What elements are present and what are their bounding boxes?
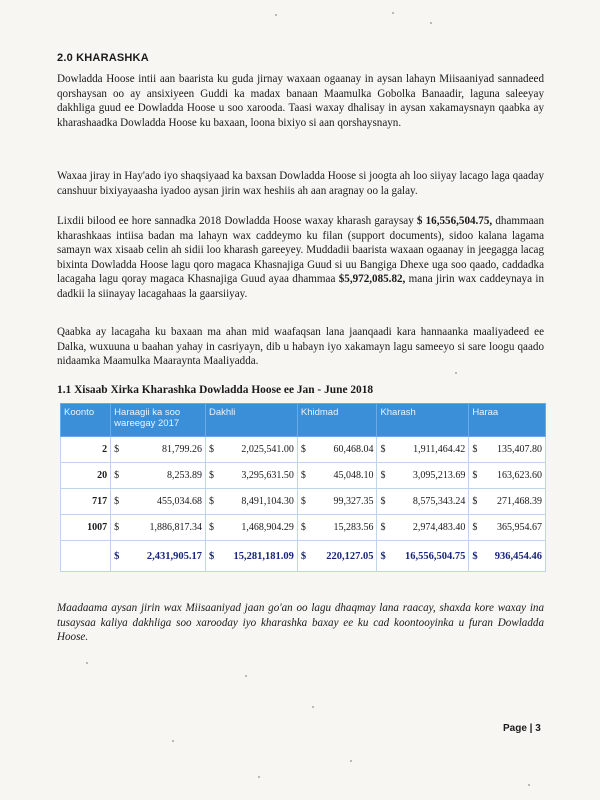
cell-value: 8,491,104.30 bbox=[241, 496, 294, 507]
scan-speck bbox=[392, 12, 394, 14]
currency-symbol: $ bbox=[114, 550, 120, 562]
table-row bbox=[61, 489, 546, 515]
currency-symbol: $ bbox=[380, 550, 386, 562]
table-note: Maadaama aysan jirin wax Miisaaniyad jaan go'an oo lagu dhaqmay lana raacay, shaxda kore waxay ina tusaysaa kaliya dakhliga soo xarooday iyo kharashka baxay ee ku cad koontooyinka u furan Dowladda Hoose. bbox=[57, 602, 544, 644]
total-value: 936,454.46 bbox=[494, 550, 542, 562]
currency-symbol: $ bbox=[472, 444, 478, 455]
cell-dakhli bbox=[206, 515, 298, 541]
cell-haraa bbox=[469, 489, 546, 515]
header-khidmad: Khidmad bbox=[297, 404, 377, 437]
currency-symbol: $ bbox=[300, 522, 306, 533]
currency-symbol: $ bbox=[209, 444, 214, 455]
cell-value: 8,253.89 bbox=[167, 470, 202, 481]
cell-khidmad bbox=[297, 463, 377, 489]
cell-haraa bbox=[469, 463, 546, 489]
cell-kharash bbox=[377, 437, 469, 463]
scan-speck bbox=[258, 776, 260, 778]
currency-symbol: $ bbox=[380, 496, 386, 507]
currency-symbol: $ bbox=[300, 444, 306, 455]
table-header-row bbox=[61, 404, 546, 437]
header-dakhli: Dakhli bbox=[206, 404, 298, 437]
total-value: 16,556,504.75 bbox=[404, 550, 466, 562]
cell-khidmad bbox=[297, 515, 377, 541]
cell-value: 3,295,631.50 bbox=[241, 470, 294, 481]
cell-value: 135,407.80 bbox=[497, 444, 542, 455]
header-haraagii: Haraagii ka soo wareegay 2017 bbox=[111, 404, 206, 437]
currency-symbol: $ bbox=[472, 522, 478, 533]
currency-symbol: $ bbox=[300, 550, 307, 562]
currency-symbol: $ bbox=[209, 470, 214, 481]
cell-kharash bbox=[377, 463, 469, 489]
cell-kharash bbox=[377, 489, 469, 515]
cell-koonto: 2 bbox=[61, 437, 111, 463]
currency-symbol: $ bbox=[209, 550, 215, 562]
cell-dakhli bbox=[206, 437, 298, 463]
cell-dakhli bbox=[206, 489, 298, 515]
scan-speck bbox=[275, 14, 277, 16]
total-dakhli bbox=[206, 541, 298, 572]
section-heading: 2.0 KHARASHKA bbox=[57, 52, 149, 64]
header-koonto: Koonto bbox=[61, 404, 111, 437]
paragraph-reform: Qaabka ay lacagaha ku baxaan ma ahan mid waafaqsan lana jaanqaadi kara hannaanka maaliyadeed ee Dalka, wuxuuna u baahan yahay in casriyayn, dib u habayn iyo xakamayn lagu sameeyo si sare loogu qaado nidaamka Maamulka Maaraynta Maaliyadda. bbox=[57, 326, 544, 368]
currency-symbol: $ bbox=[209, 522, 214, 533]
currency-symbol: $ bbox=[300, 470, 306, 481]
scan-speck bbox=[172, 740, 174, 742]
cell-value: 1,911,464.42 bbox=[413, 444, 466, 455]
cell-dakhli bbox=[206, 463, 298, 489]
paragraph-payments: Waxaa jiray in Hay'ado iyo shaqsiyaad ka baxsan Dowladda Hoose si joogta ah loo siiyay lacago laga qaaday canshuur bixiyayaasha iyadoo aysan jirin wax heshiis ah aan aragnay oo la galay. bbox=[57, 170, 544, 197]
expenditure-amount: $ 16,556,504.75, bbox=[416, 215, 493, 227]
cell-haraagii bbox=[111, 437, 206, 463]
currency-symbol: $ bbox=[114, 496, 120, 507]
total-value: 220,127.05 bbox=[326, 550, 374, 562]
cell-koonto: 20 bbox=[61, 463, 111, 489]
cell-khidmad bbox=[297, 437, 377, 463]
header-kharash: Kharash bbox=[377, 404, 469, 437]
cell-value: 8,575,343.24 bbox=[412, 496, 466, 507]
currency-symbol: $ bbox=[472, 496, 478, 507]
cell-kharash bbox=[377, 515, 469, 541]
cell-value: 365,954.67 bbox=[497, 522, 542, 533]
total-khidmad bbox=[297, 541, 377, 572]
scan-speck bbox=[455, 372, 457, 374]
cell-value: 3,095,213.69 bbox=[412, 470, 466, 481]
cell-value: 2,974,483.40 bbox=[412, 522, 466, 533]
scan-speck bbox=[350, 760, 352, 762]
currency-symbol: $ bbox=[300, 496, 306, 507]
scan-speck bbox=[312, 706, 314, 708]
currency-symbol: $ bbox=[472, 470, 478, 481]
scan-speck bbox=[245, 675, 247, 677]
cell-value: 163,623.60 bbox=[497, 470, 542, 481]
scan-speck bbox=[528, 784, 530, 786]
total-value: 2,431,905.17 bbox=[146, 550, 202, 562]
table-title: 1.1 Xisaab Xirka Kharashka Dowladda Hoose ee Jan - June 2018 bbox=[57, 384, 374, 396]
header-haraa: Haraa bbox=[469, 404, 546, 437]
table-total-row bbox=[61, 541, 546, 572]
page-number: Page | 3 bbox=[503, 723, 541, 734]
cell-value: 81,799.26 bbox=[162, 444, 202, 455]
total-kharash bbox=[377, 541, 469, 572]
total-haraa bbox=[469, 541, 546, 572]
cell-haraa bbox=[469, 437, 546, 463]
paragraph-expenditure: Lixdii bilood ee hore sannadka 2018 Dowladda Hoose waxay kharash garaysay $ 16,556,504.75, dhammaan kharashkaas intiisa badan ma lahayn wax caddeymo ku filan (support documents), sidoo kalana lagama samayn wax xisaab celin ah sidii loo kharash gareeyey. Muddadii baarista waxaan ogaanay in jeegagga lacag bixinta Dowladda Hoose lagu qoro magaca Khasnajiga Guud si uu Bangiga Dhexe uga soo qaado, caddadka lacagaha lagu qoray magaca Khasnajiga Guud ayaa dhammaa $5,972,085.82, mana jirin wax caddeynaya in dadkii la siinayay lacagahaas la gaarsiiyay. bbox=[57, 215, 545, 300]
currency-symbol: $ bbox=[114, 470, 120, 481]
cell-value: 1,886,817.34 bbox=[149, 522, 202, 533]
cell-value: 45,048.10 bbox=[333, 470, 374, 481]
cell-koonto-total bbox=[61, 541, 111, 572]
cell-haraagii bbox=[111, 515, 206, 541]
currency-symbol: $ bbox=[380, 522, 386, 533]
currency-symbol: $ bbox=[114, 522, 120, 533]
paragraph-budget: Dowladda Hoose intii aan baarista ku guda jirnay waxaan ogaanay in aysan lahayn Miisaaniyad sannadeed qorshaysan oo ay ansixiyeen Guddi ka madax banaan Maamulka Gobolka Banaadir, laguna saleeyay dakhliga guud ee Dowladda Hoose u soo xarooda. Taasi waxay dhalisay in aysan xakamaysnayn qaabka ay kharashaadka Dowladda Hoose ku baxaan, loona bixiyo si aan qorshaysnayn. bbox=[57, 73, 544, 129]
table-row bbox=[61, 515, 546, 541]
currency-symbol: $ bbox=[472, 550, 478, 562]
cell-value: 15,283.56 bbox=[333, 522, 374, 533]
cell-haraagii bbox=[111, 463, 206, 489]
cell-koonto: 1007 bbox=[61, 515, 111, 541]
currency-symbol: $ bbox=[380, 444, 386, 455]
currency-symbol: $ bbox=[209, 496, 214, 507]
cell-value: 1,468,904.29 bbox=[241, 522, 294, 533]
currency-symbol: $ bbox=[114, 444, 120, 455]
treasurer-amount: $5,972,085.82, bbox=[338, 273, 406, 286]
table-row bbox=[61, 437, 546, 463]
expenditure-table bbox=[60, 403, 546, 572]
total-haraagii bbox=[111, 541, 206, 572]
cell-value: 99,327.35 bbox=[333, 496, 374, 507]
cell-value: 271,468.39 bbox=[497, 496, 542, 507]
cell-haraagii bbox=[111, 489, 206, 515]
scan-speck bbox=[430, 22, 432, 24]
cell-value: 455,034.68 bbox=[157, 496, 202, 507]
cell-haraa bbox=[469, 515, 546, 541]
currency-symbol: $ bbox=[380, 470, 386, 481]
cell-khidmad bbox=[297, 489, 377, 515]
table-row bbox=[61, 463, 546, 489]
total-value: 15,281,181.09 bbox=[233, 550, 294, 562]
cell-koonto: 717 bbox=[61, 489, 111, 515]
scan-speck bbox=[86, 662, 88, 664]
cell-value: 60,468.04 bbox=[333, 444, 374, 455]
cell-value: 2,025,541.00 bbox=[241, 444, 294, 455]
